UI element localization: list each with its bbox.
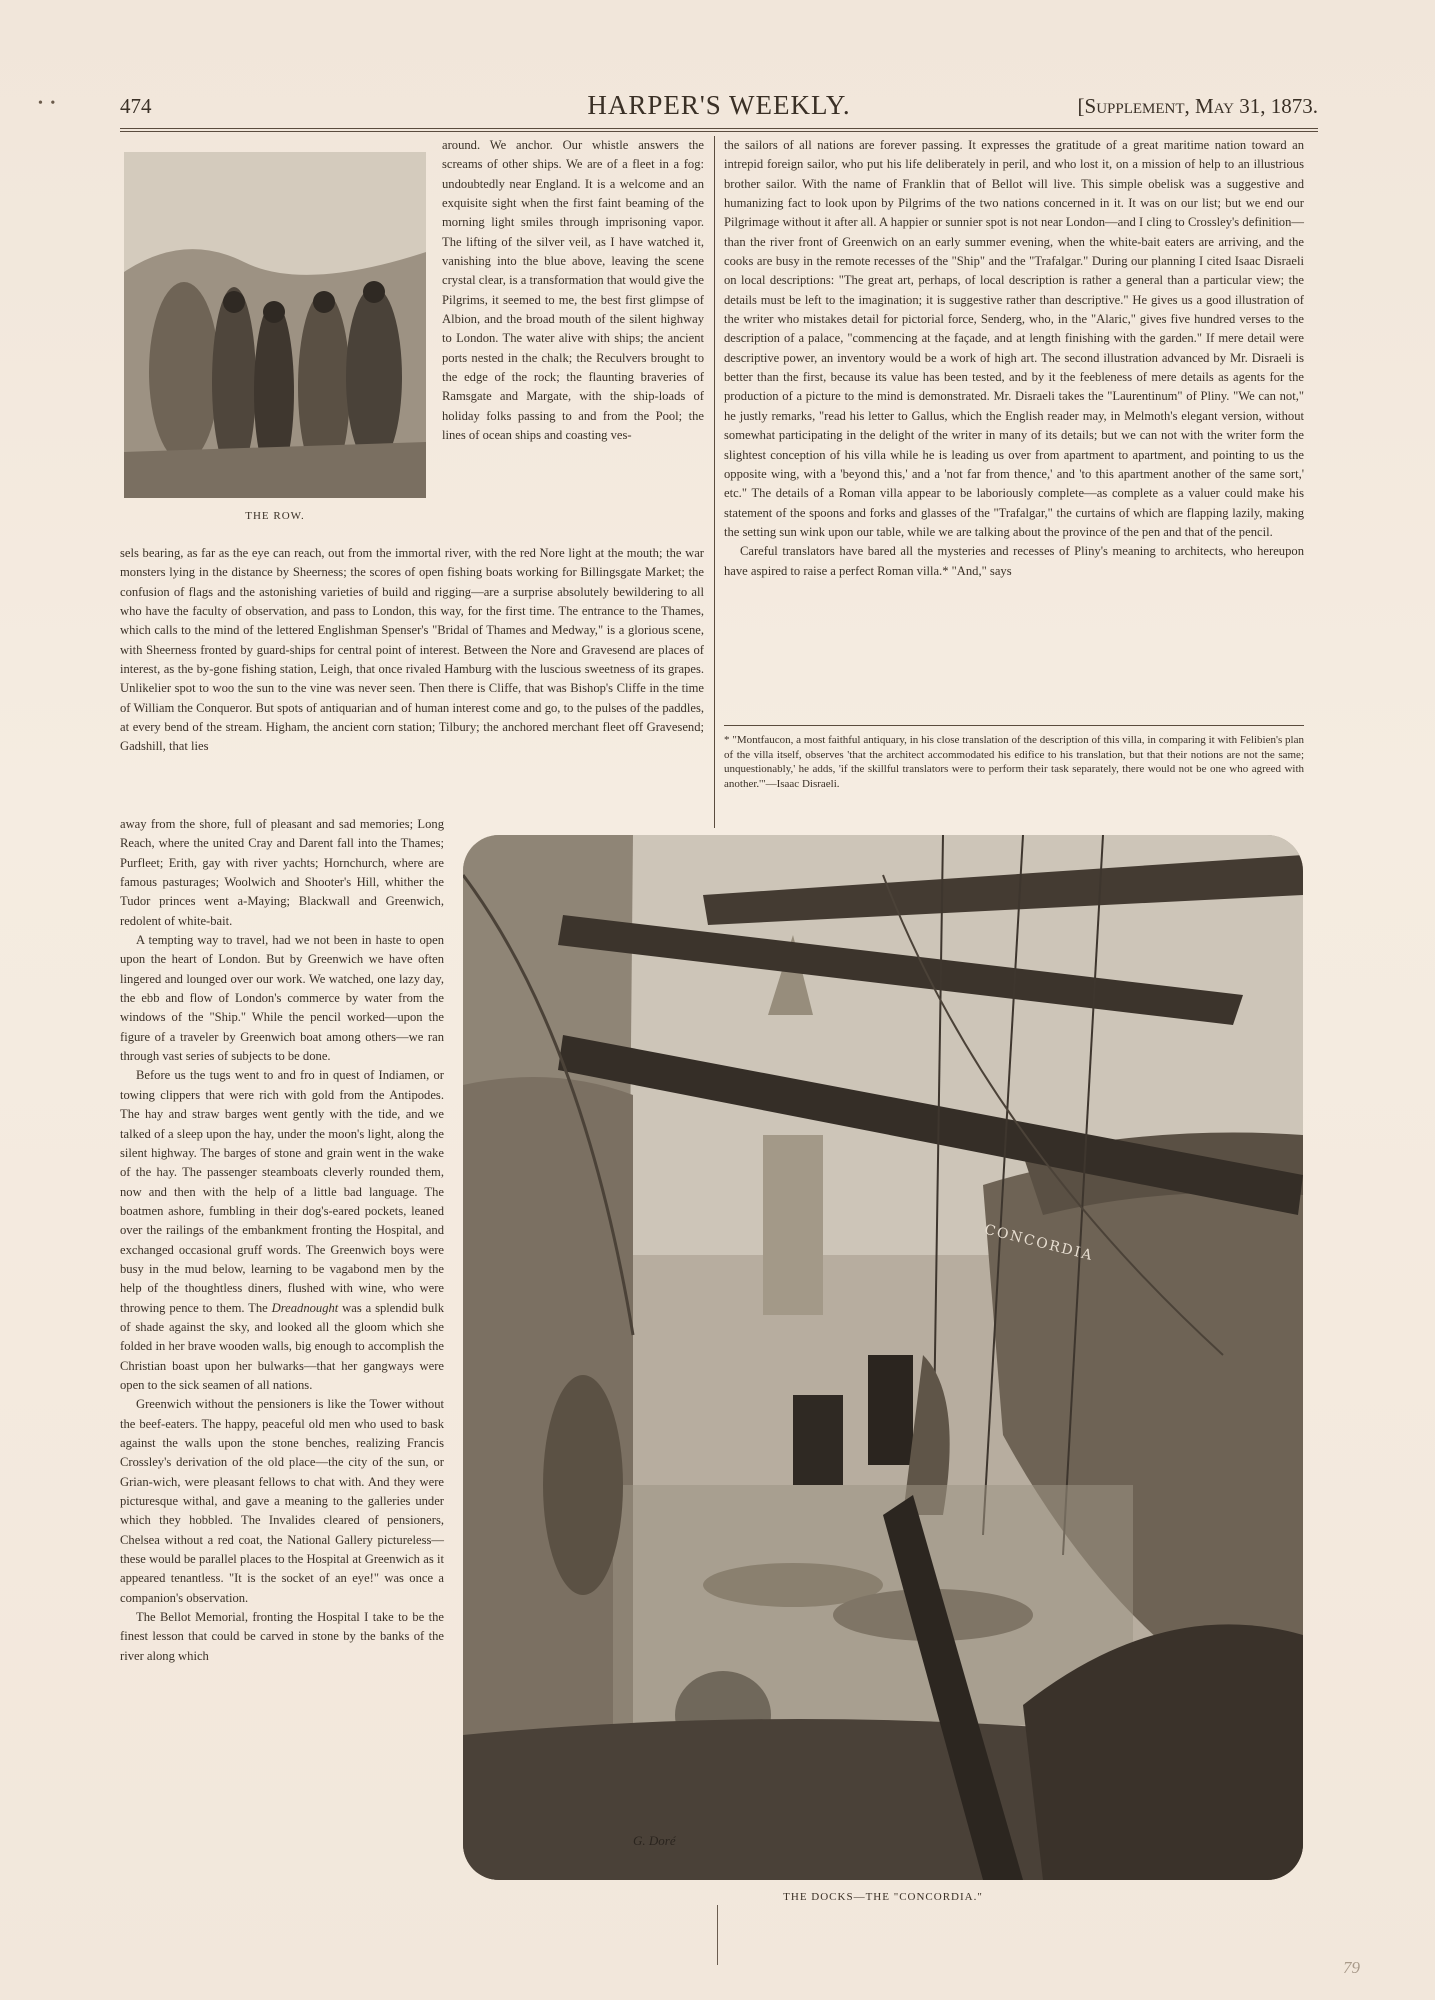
paragraph: around. We anchor. Our whistle answers the screams of other ships. We are of a fleet in a fog: undoubtedly near England. It is a welcome and an exquisite sight when the first faint beaming of the morning light smiles through imprisoning vapor. The lifting of the silver veil, as I have watched it, vanishing into the blue above, leaving the scene crystal clear, is a transformation that would give the Pilgrims, it seemed to me, the best first glimpse of Albion, and the broad mouth of the silent highway to London. The water alive with ships; the ancient ports nested in the chalk; the Reculvers brought to the edge of the rock; the flaunting braveries of Ramsgate and Margate, with the ship-loads of holiday folks passing to and from the Pool; the lines of ocean ships and coasting ves- xyxy=(442,138,704,443)
paragraph: sels bearing, as far as the eye can reach, out from the immortal river, with the red Nore light at the mouth; the war monsters lying in the distance by Sheerness; the scores of open fishing boats working for Billingsgate Market; the confusion of flags and the astonishing varieties of build and rigging—are a surprise absolutely bewildering to all who have the faculty of observation, and pass to London, this way, for the first time. The entrance to the Thames, which calls to the mind of the lettered Englishman Spenser's "Bridal of Thames and Medway," is a glorious scene, with Sheerness fronted by guard-ships for central point of interest. Between the Nore and Gravesend are places of interest, as the by-gone fishing station, Leigh, that once rivaled Hamburg with the luscious sweetness of its grapes. Unlikelier spot to woo the sun to the vine was never seen. Then there is Cliffe, that was Bishop's Cliffe in the time of William the Conqueror. But spots of antiquarian and of human interest come and go, to the pulses of the paddles, at every bend of the stream. Higham, the ancient corn station; Tilbury; the anchored merchant fleet off Gravesend; Gadshill, that lies xyxy=(120,546,704,754)
margin-marks: • • xyxy=(38,96,58,111)
wide-block xyxy=(120,544,704,757)
ship-name-italic: Dreadnought xyxy=(271,1300,339,1315)
left-column xyxy=(120,815,444,1666)
paragraph: Greenwich without the pensioners is like the Tower without the beef-eaters. The happy, peaceful old men who used to bask against the walls upon the stone benches, realizing Francis Crossley's derivation of the old place—the city of the sun, or Grian-wich, were pleasant fellows to chat with. And they were picturesque withal, and gave a meaning to the galleries under which they hobbled. The Invalides cleared of pensioners, Chelsea without a red coat, the National Gallery pictureless—these would be parallel places to the Hospital at Greenwich as it appeared tenantless. "It is the socket of an eye!" was once a companion's observation. xyxy=(120,1397,444,1605)
the-row-illustration xyxy=(124,152,426,498)
masthead-rule xyxy=(120,128,1318,129)
text-run: was a splendid bulk of shade against the sky, and looked all the gloom which she folded in her brave wooden walls, big enough to accomplish the Christian boast upon her bulwarks—that her gangways were open to the sick seamen of all nations. xyxy=(120,1300,444,1392)
masthead-rule-2 xyxy=(120,131,1318,132)
page-number: 474 xyxy=(120,94,152,118)
center-fold-mark xyxy=(717,1905,718,1965)
artist-signature: G. Doré xyxy=(633,1833,676,1848)
paragraph: A tempting way to travel, had we not been in haste to open upon the heart of London. But by Greenwich we have often lingered and lounged over our work. We watched, one lazy day, the ebb and flow of London's commerce by water from the windows of the "Ship." While the pencil worked—upon the figure of a traveler by Greenwich boat among others—we ran through vast series of subjects to be done. xyxy=(120,933,444,1064)
docks-engraving xyxy=(463,835,1303,1880)
footnote-rule xyxy=(724,725,1304,726)
masthead xyxy=(120,90,1318,124)
right-column xyxy=(724,136,1304,581)
pencil-annotation: 79 xyxy=(1343,1958,1360,1977)
issue-date: [Supplement, May 31, 1873. xyxy=(1077,94,1318,118)
paragraph xyxy=(120,1066,444,1395)
publication-title: HARPER'S WEEKLY. xyxy=(587,90,851,120)
the-row-caption: THE ROW. xyxy=(245,510,305,522)
column-divider xyxy=(714,136,715,828)
paragraph: Careful translators have bared all the mysteries and recesses of Pliny's meaning to architects, who hereupon have aspired to raise a perfect Roman villa.* "And," says xyxy=(724,544,1304,578)
docks-illustration xyxy=(463,835,1303,1880)
paragraph: away from the shore, full of pleasant and sad memories; Long Reach, where the united Cray and Darent fall into the Thames; Purfleet; Erith, gay with river yachts; Hornchurch, where are famous pasturages; Woolwich and Shooter's Hill, whither the Tudor princes went a-Maying; Blackwall and Greenwich, redolent of white-bait. xyxy=(120,817,444,928)
column-2-top xyxy=(442,136,704,446)
paragraph: The Bellot Memorial, fronting the Hospital I take to be the finest lesson that could be carved in stone by the banks of the river along which xyxy=(120,1610,444,1663)
text-run: Before us the tugs went to and fro in quest of Indiamen, or towing clippers that were rich with gold from the Antipodes. The hay and straw barges went gently with the tide, and we talked of a sleep upon the hay, under the moon's light, along the silent highway. The barges of stone and grain went in the wake of the hay. The passenger steamboats cleverly rounded them, now and then with the help of a little bad language. The boatmen ashore, fumbling in their dog's-eared pockets, leaned over the railings of the embankment fronting the Hospital, and exchanged occasional gruff words. The Greenwich boys were busy in the mud below, learning to be vagabond men by the help of the thoughtless diners, flushed with wine, who were throwing pence to them. The xyxy=(120,1068,444,1315)
docks-caption: THE DOCKS—THE "CONCORDIA." xyxy=(783,1891,983,1903)
ship-name-lettering: CONCORDIA xyxy=(982,1221,1096,1265)
paragraph: the sailors of all nations are forever passing. It expresses the gratitude of a great maritime nation toward an intrepid foreign sailor, who put his life deliberately in peril, and who lost it, on a mission of help to an illustrious brother sailor. With the name of Franklin that of Bellot will live. This simple obelisk was a suggestive and humanizing fact to look upon by Pilgrims of the two nations concerned in it. It was on our list; but we end our Pilgrimage without it after all. A happier or sunnier spot is not near London—and I cling to Crossley's definition—than the river front of Greenwich on an early summer evening, when the white-bait eaters are arriving, and the cooks are busy in the remote recesses of the "Ship" and the "Trafalgar." During our planning I cited Isaac Disraeli on local descriptions: "The great art, perhaps, of local description is rather a general than a particular view; the details must be left to the imagination; it is suggestive rather than descriptive." He gives us a good illustration of the writer who mistakes detail for pictorial force, Senderg, who, in the "Alaric," gives five hundred verses to the description of a palace, "commencing at the façade, and at length finishing with the garden." If mere detail were descriptive power, an inventory would be a work of high art. The second illustration advanced by Mr. Disraeli is better than the first, because its value has been tested, and by it the feebleness of mere details as agents for the production of a picture to the mind is demonstrated. Mr. Disraeli takes the "Laurentinum" of Pliny. "We can not," he justly remarks, "read his letter to Gallus, which the English reader may, in Melmoth's elegant version, without somewhat participating in the delight of the writer in many of its details; but we can not with the writer form the slightest conception of his villa while he is leading us over from apartment to apartment, and pointing to us the opposite wing, with a 'beyond this,' and a 'not far from thence,' and 'to this apartment another of the same sort,' etc." The details of a Roman villa appear to be laboriously complete—as complete as a valuer could make his statement of the spoons and forks and glasses of the "Trafalgar," the curtains of which are flapping lazily, making the setting sun wink upon our table, while we are talking about the province of the pen and that of the pencil. xyxy=(724,138,1304,539)
the-row-engraving xyxy=(124,152,426,498)
footnote: * "Montfaucon, a most faithful antiquary, in his close translation of the description of this villa, in comparing it with Felibien's plan of the villa itself, observes 'that the architect accommodated his edifice to his translation, but that their notions are not the same; unquestionably,' he adds, 'if the skillful translators were to perform their task separately, there would not be one who agreed with another.'"—Isaac Disraeli. xyxy=(724,734,1304,790)
